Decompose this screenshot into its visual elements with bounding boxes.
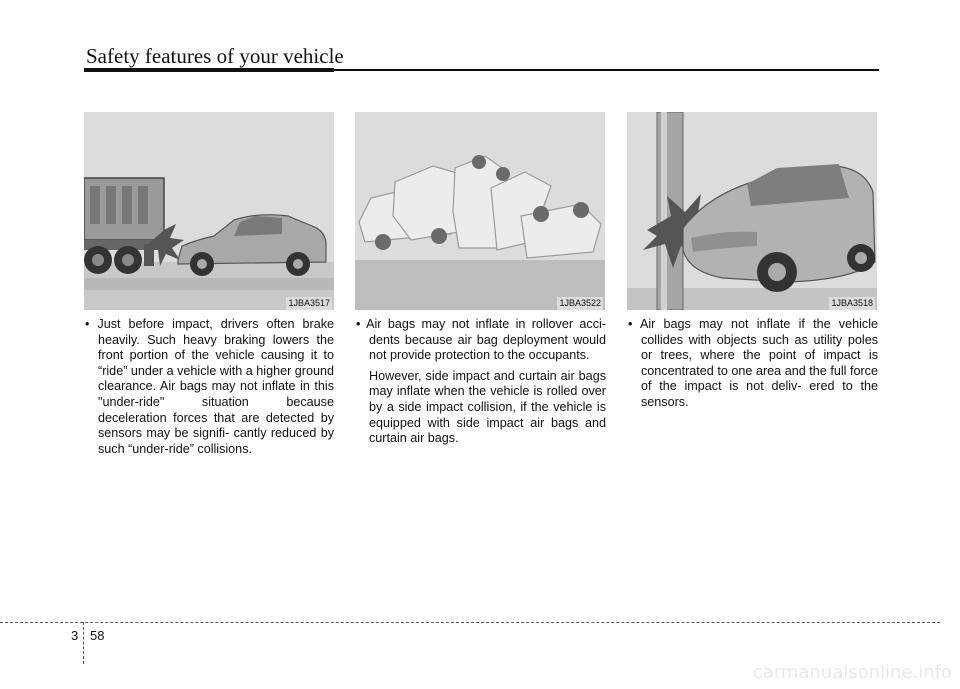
- car-rollover-illustration: [355, 112, 605, 310]
- text-column-under-ride: [85, 317, 334, 457]
- paragraph-text: Air bags may not inflate in rollover acci- dents because air bag deployment would not provide protection to the occupants.: [366, 317, 606, 363]
- bullet-paragraph: [85, 317, 334, 457]
- car-under-truck-illustration: [84, 112, 334, 310]
- watermark: carmanualsonline.info: [752, 662, 952, 683]
- footer-divider: [83, 622, 84, 664]
- page-number: 58: [90, 628, 105, 643]
- figure-pole-impact: [627, 112, 877, 310]
- figure-rollover: [355, 112, 605, 310]
- bullet-paragraph: [628, 317, 878, 411]
- header-title: Safety features of your vehicle: [86, 44, 344, 68]
- bullet-mark: •: [85, 317, 90, 331]
- text-column-pole-impact: [628, 317, 878, 411]
- bullet-mark: •: [628, 317, 633, 331]
- figure-label: 1JBA3518: [831, 298, 873, 308]
- figure-label: 1JBA3517: [288, 298, 330, 308]
- car-hits-pole-illustration: [627, 112, 877, 310]
- bullet-paragraph: [356, 317, 606, 364]
- figure-label: 1JBA3522: [559, 298, 601, 308]
- sub-paragraph: However, side impact and curtain air bags may inflate when the vehicle is rolled over by a side impact collision, if the vehicle is equipped with side impact air bags and curtain air bags.: [369, 368, 606, 446]
- paragraph-text: Air bags may not inflate if the vehicle collides with objects such as utility poles or trees, where the point of impact is concentrated to one area and the full force of the impact is not deliv- ered to the sensors.: [639, 317, 878, 409]
- footer-rule: [0, 622, 940, 623]
- bullet-mark: •: [356, 317, 361, 331]
- header-rule-thick: [84, 68, 334, 72]
- page-chapter: 3: [71, 628, 79, 643]
- header-rule-thin: [334, 69, 879, 71]
- paragraph-text: Just before impact, drivers often brake heavily. Such heavy braking lowers the front portion of the vehicle causing it to “ride” under a vehicle with a higher ground clearance. Air bags may not inflate in this "under-ride" situation because deceleration forces that are detected by sensors may be signifi- cantly reduced by such “under-ride” collisions.: [97, 317, 334, 456]
- header-rule: [84, 68, 879, 72]
- text-column-rollover: [356, 317, 606, 447]
- figure-under-ride: [84, 112, 334, 310]
